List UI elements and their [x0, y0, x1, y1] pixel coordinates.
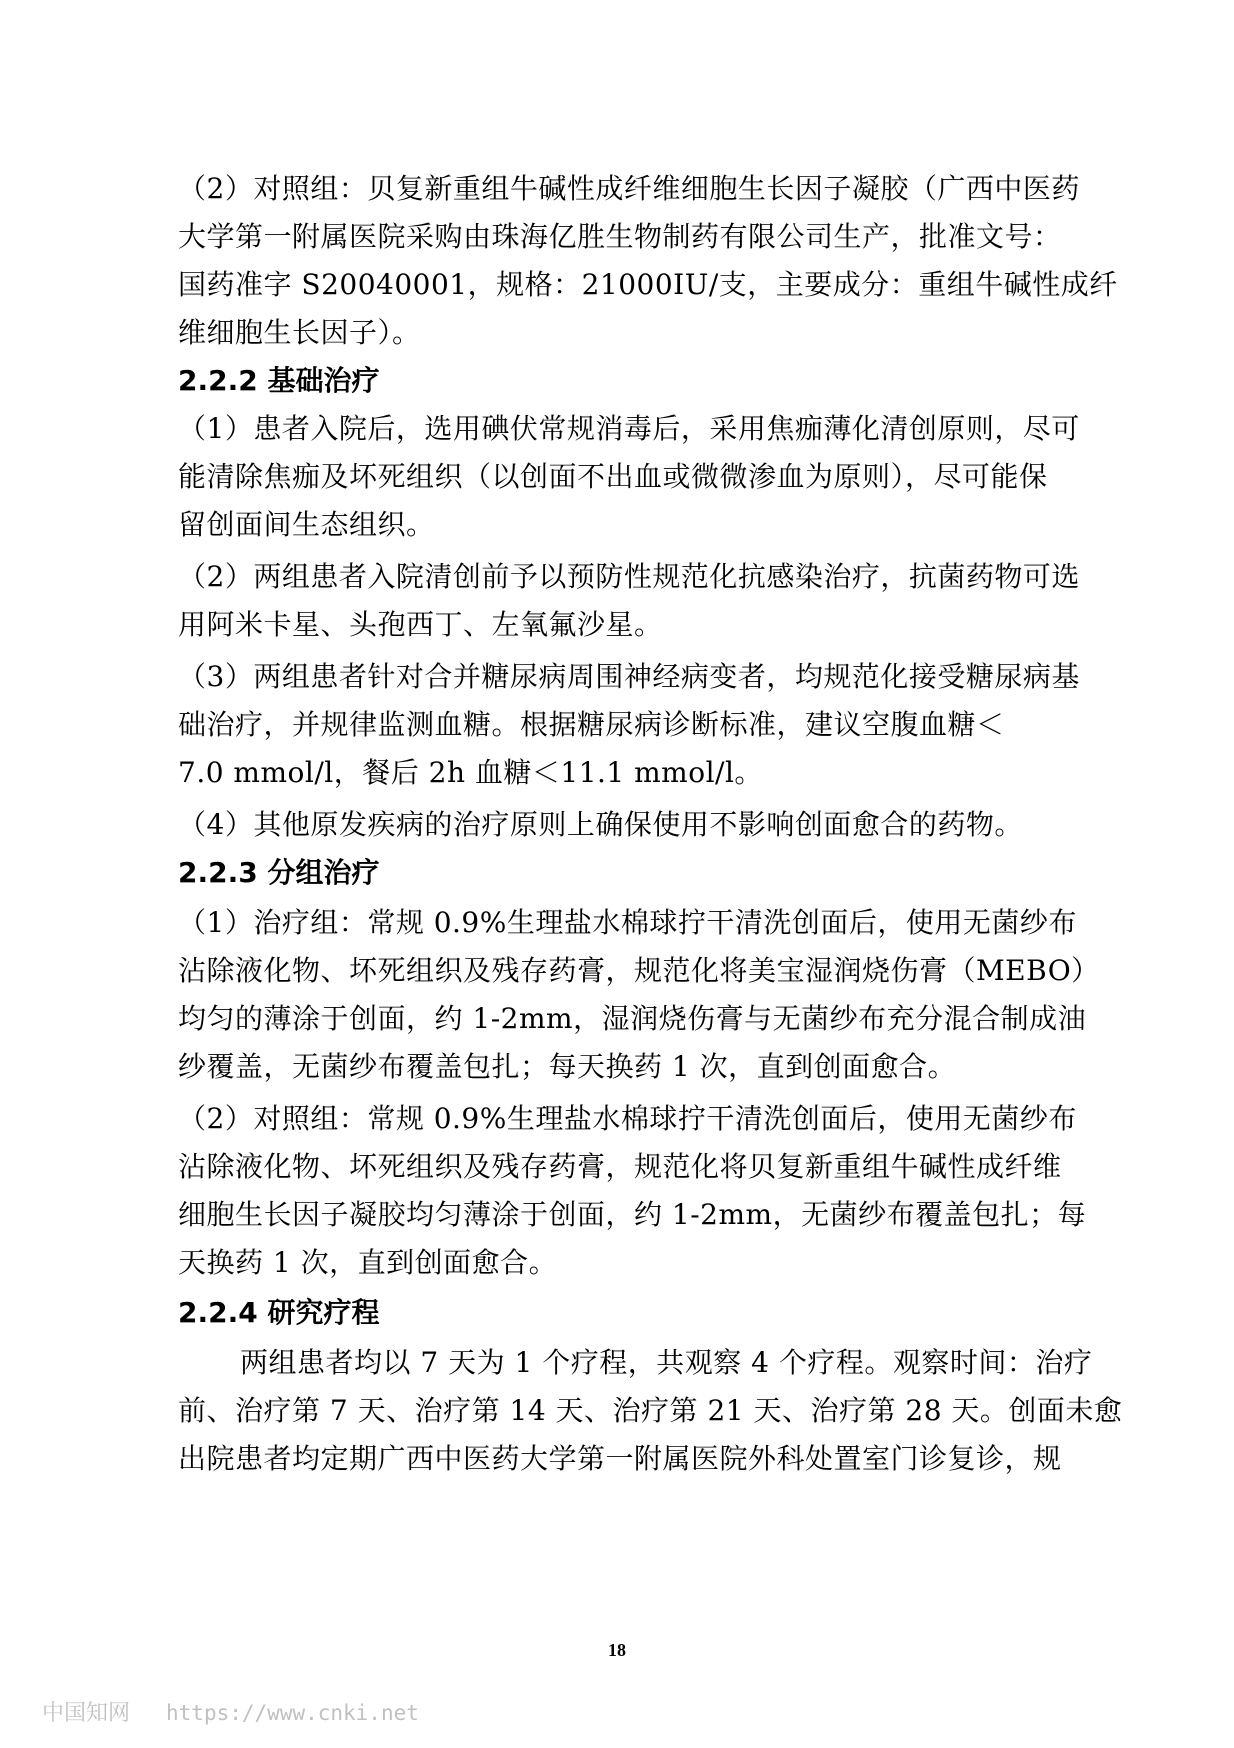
- text-line: 7.0 mmol/l，餐后 2h 血糖＜11.1 mmol/l。: [178, 756, 763, 789]
- text-line: 纱覆盖，无菌纱布覆盖包扎；每天换药 1 次，直到创面愈合。: [178, 1050, 957, 1083]
- text-line: （3）两组患者针对合并糖尿病周围神经病变者，均规范化接受糖尿病基: [178, 660, 1080, 693]
- text-line: （1）患者入院后，选用碘伏常规消毒后，采用焦痂薄化清创原则，尽可: [178, 412, 1080, 445]
- text-line: 能清除焦痂及坏死组织（以创面不出血或微微渗血为原则），尽可能保: [178, 460, 1048, 493]
- text-line: 两组患者均以 7 天为 1 个疗程，共观察 4 个疗程。观察时间：治疗: [240, 1346, 1093, 1379]
- section-heading: 2.2.2 基础治疗: [178, 364, 380, 397]
- text-line: （2）对照组：常规 0.9%生理盐水棉球拧干清洗创面后，使用无菌纱布: [178, 1102, 1077, 1135]
- text-line: 国药准字 S20040001，规格：21000IU/支，主要成分：重组牛碱性成纤: [178, 268, 1118, 301]
- text-line: 用阿米卡星、头孢西丁、左氧氟沙星。: [178, 608, 663, 641]
- text-line: 均匀的薄涂于创面，约 1-2mm，湿润烧伤膏与无菌纱布充分混合制成油: [178, 1002, 1087, 1035]
- text-line: 沾除液化物、坏死组织及残存药膏，规范化将美宝湿润烧伤膏（MEBO）: [178, 954, 1100, 987]
- text-line: 天换药 1 次，直到创面愈合。: [178, 1246, 558, 1279]
- section-heading: 2.2.4 研究疗程: [178, 1296, 380, 1329]
- text-line: 前、治疗第 7 天、治疗第 14 天、治疗第 21 天、治疗第 28 天。创面未愈: [178, 1394, 1123, 1427]
- text-line: 细胞生长因子凝胶均匀薄涂于创面，约 1-2mm，无菌纱布覆盖包扎；每: [178, 1198, 1087, 1231]
- text-line: （2）两组患者入院清创前予以预防性规范化抗感染治疗，抗菌药物可选: [178, 560, 1080, 593]
- text-line: （2）对照组：贝复新重组牛碱性成纤维细胞生长因子凝胶（广西中医药: [178, 172, 1080, 205]
- section-heading: 2.2.3 分组治疗: [178, 856, 380, 889]
- text-line: 出院患者均定期广西中医药大学第一附属医院外科处置室门诊复诊，规: [178, 1442, 1062, 1475]
- text-line: 础治疗，并规律监测血糖。根据糖尿病诊断标准，建议空腹血糖＜: [178, 708, 1005, 741]
- watermark-url: https://www.cnki.net: [166, 1701, 419, 1725]
- source-watermark: [42, 1696, 419, 1727]
- watermark-site-name: 中国知网: [42, 1701, 131, 1726]
- text-line: （4）其他原发疾病的治疗原则上确保使用不影响创面愈合的药物。: [178, 808, 1023, 841]
- text-line: 维细胞生长因子）。: [178, 316, 421, 349]
- text-line: 大学第一附属医院采购由珠海亿胜生物制药有限公司生产，批准文号：: [178, 220, 1062, 253]
- page-number: 18: [608, 1640, 626, 1660]
- text-line: 沾除液化物、坏死组织及残存药膏，规范化将贝复新重组牛碱性成纤维: [178, 1150, 1062, 1183]
- text-line: （1）治疗组：常规 0.9%生理盐水棉球拧干清洗创面后，使用无菌纱布: [178, 906, 1077, 939]
- text-line: 留创面间生态组织。: [178, 508, 435, 541]
